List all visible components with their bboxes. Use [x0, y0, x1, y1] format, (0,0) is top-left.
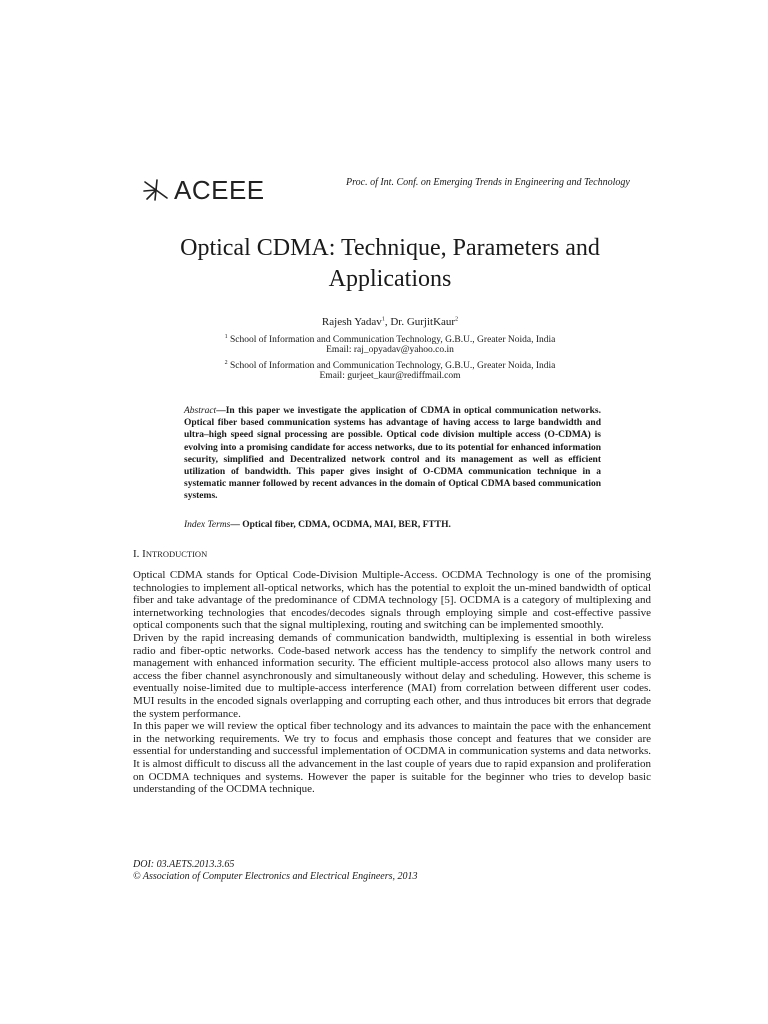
section-number: I. I [133, 548, 146, 560]
email-1: Email: raj_opyadav@yahoo.co.in [326, 345, 454, 355]
introduction-body [133, 569, 651, 796]
affiliation-2-sup: 2 [224, 360, 228, 366]
email-2: Email: gurjeet_kaur@rediffmail.com [319, 371, 461, 381]
author-2: , Dr. GurjitKaur [384, 316, 456, 328]
abstract [184, 405, 601, 503]
paragraph-3: In this paper we will review the optical fiber technology and its advances to maintain the pace with the enhancement in the networking requirements. We try to focus and emphasis those concept and features that we consider are essential for understanding and successful implementation of OCDMA in communication systems and data networks. It is almost difficult to discuss all the advancement in the last couple of years due to rapid expansion and proliferation on OCDMA techniques and systems. However the paper is suitable for the beginner who tries to develop basic understanding of the OCDMA technique. [133, 720, 651, 796]
title-line-2: Applications [328, 266, 452, 292]
author-1-sup: 1 [381, 316, 385, 323]
doi: DOI: 03.AETS.2013.3.65 [133, 859, 235, 870]
affiliation-1-sup: 1 [224, 334, 228, 340]
abstract-text: —In this paper we investigate the application of CDMA in optical communication networks. Optical fiber based communication systems has advantage of having access to large bandwidth and ultra–high speed signal processing are possible. Optical code division multiple access (O-CDMA) is evolving into a promising candidate for access networks, due to its potential for enhanced information security, simplified and Decentralized network control and its management as well as efficient utilization of bandwidth. This paper gives insight of O-CDMA communication technique in a systematic manner followed by recent advances in the domain of Optical CDMA based communication systems. [184, 406, 601, 502]
index-terms-lead: Index Terms [184, 520, 231, 530]
abstract-lead: Abstract [184, 406, 217, 416]
author-2-sup: 2 [455, 316, 459, 323]
paragraph-2: Driven by the rapid increasing demands of communication bandwidth, multiplexing is essential in both wireless radio and fiber-optic networks. Code-based network access has the tendency to simplify the network control and management with enhanced information security. The efficient multiple-access protocol also allows many users to access the fiber channel asynchronously and simultaneously without delay and scheduling. However, this scheme is eventually noise-limited due to multiple-access interference (MAI) from correlation between different user codes. MUI results in the encoded signals overlapping and corrupting each other, and thus introduces bit errors that degrade the system performance. [133, 631, 651, 720]
paragraph-1: Optical CDMA stands for Optical Code-Division Multiple-Access. OCDMA Technology is one of the promising technologies to implement all-optical networks, which has the potential to exploit the un-mined bandwidth of optical fiber and take advantage of the predominance of CDMA technology [5]. OCDMA is a category of multiplexing and internetworking technologies that encodes/decodes signals through employing simple and cost-effective passive optical components such that the signal multiplexing, routing and switching can be implemented smoothly. [133, 569, 651, 632]
footer [133, 859, 418, 883]
affiliation-2-text: School of Information and Communication Technology, G.B.U., Greater Noida, India [227, 361, 556, 372]
proceedings-header: Proc. of Int. Conf. on Emerging Trends in Engineering and Technology [346, 177, 630, 188]
index-terms [184, 520, 601, 530]
author-1: Rajesh Yadav [321, 316, 382, 328]
index-terms-text: — Optical fiber, CDMA, OCDMA, MAI, BER, FTTH. [230, 520, 451, 530]
title-line-1: Optical CDMA: Technique, Parameters and [180, 235, 600, 261]
copyright: © Association of Computer Electronics and Electrical Engineers, 2013 [133, 871, 418, 882]
section-name: NTRODUCTION [145, 549, 208, 559]
logo-text: ACEEE [174, 174, 265, 205]
authors [140, 316, 640, 328]
aceee-logo [141, 174, 265, 206]
section-heading-introduction [133, 548, 207, 560]
paper-title [140, 233, 640, 295]
affiliation-1-text: School of Information and Communication Technology, G.B.U., Greater Noida, India [227, 335, 556, 346]
aceee-star-icon [141, 178, 171, 202]
